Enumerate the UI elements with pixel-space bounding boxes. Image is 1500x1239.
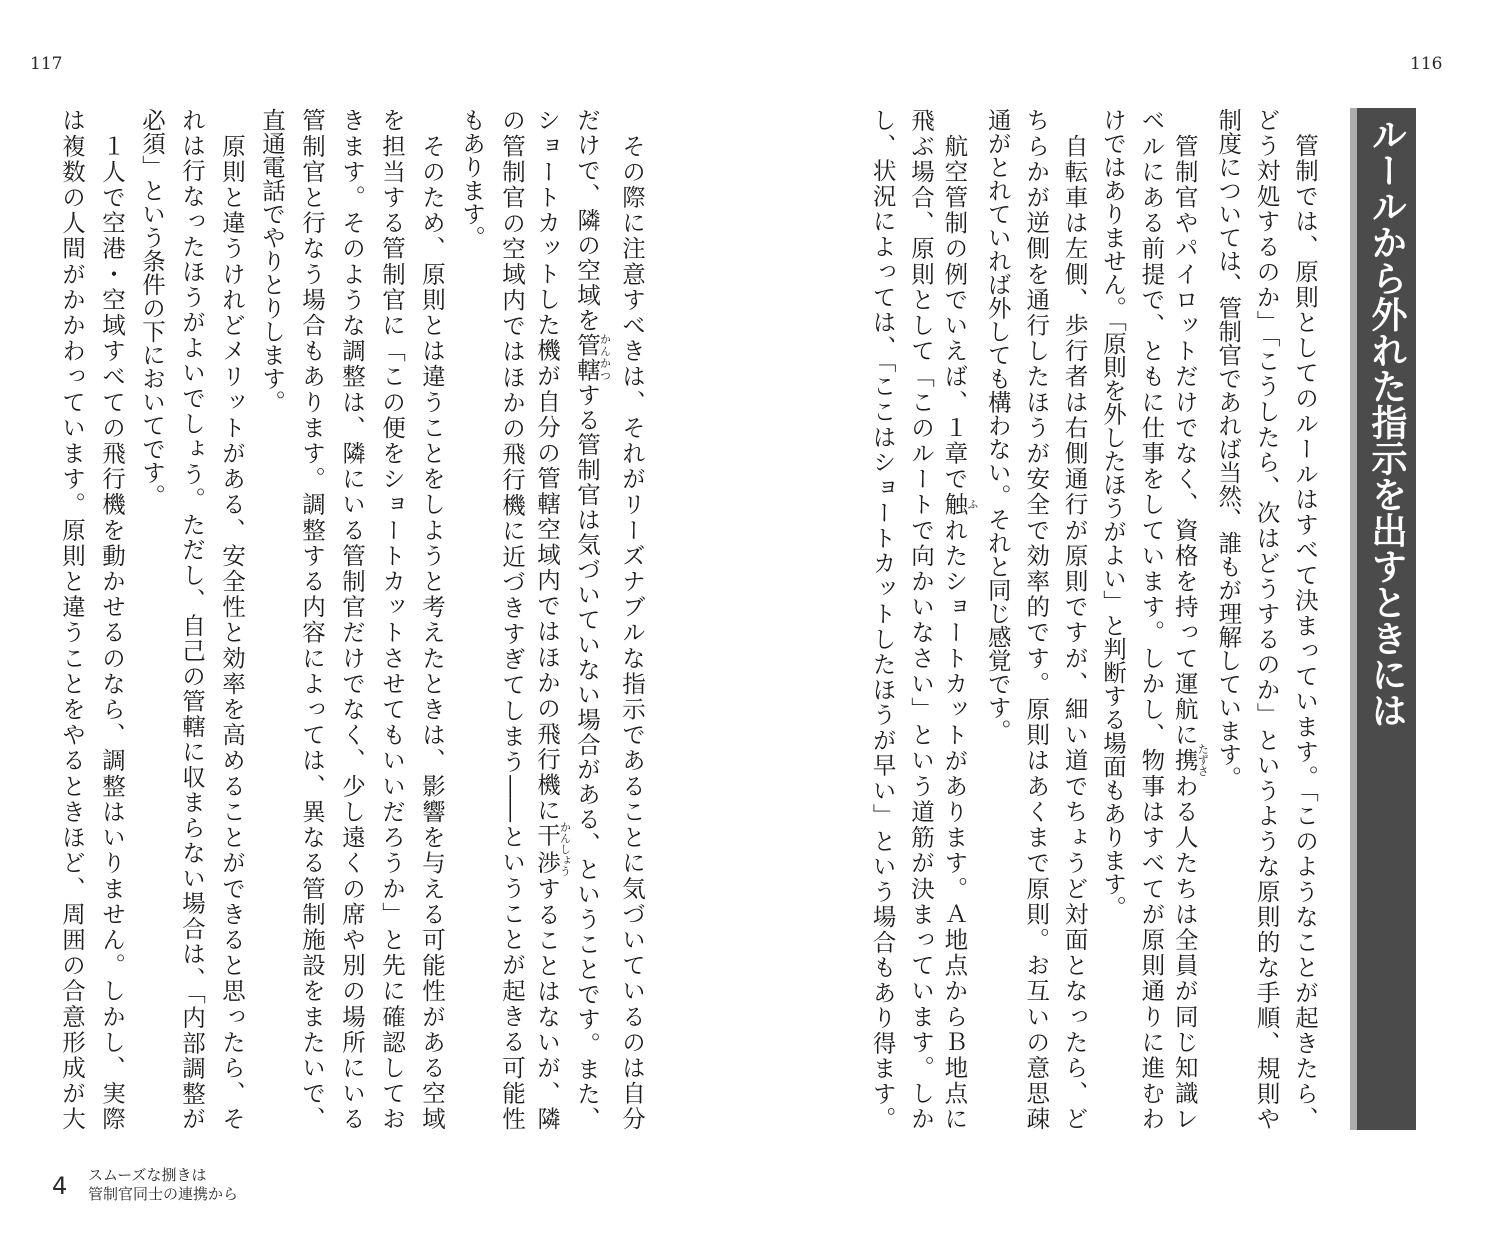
text-segment: 自転車は左側、歩行者は右側通行が原則ですが、細い道でちょうど対面となったら、ど <box>1060 108 1089 1130</box>
ruby-annotation <box>1170 743 1210 777</box>
body-text <box>750 0 1500 1239</box>
text-line <box>413 108 451 1130</box>
text-segment: その際に注意すべきは、それがリーズナブルな指示であることに気づいているのは自分 <box>618 108 646 1130</box>
text-line <box>53 108 91 1130</box>
text-line <box>902 108 940 1130</box>
text-line <box>1017 108 1055 1130</box>
section-title: ルールから外れた指示を出すときには <box>1366 116 1407 728</box>
ruby-text: ふ <box>965 492 979 516</box>
ruby-base: 触 <box>940 492 969 518</box>
text-line <box>1286 108 1324 1130</box>
text-line <box>613 108 651 1130</box>
text-segment: 必須」という条件の下においてです。 <box>138 108 166 508</box>
ruby-text: かんしょう <box>558 821 572 877</box>
ruby-text: かんかつ <box>598 332 612 382</box>
text-line <box>493 108 531 1130</box>
text-segment: けではありません。「原則を外したほうがよい」と判断する場面もあります。 <box>1099 108 1127 919</box>
chapter-title-line: 管制官同士の連携から <box>88 1185 239 1203</box>
text-segment: 原則と違うけれどメリットがある、安全性と効率を高めることができると思ったら、そ <box>218 108 246 1130</box>
text-segment: する管制官は気づいていない場合がある、ということです。また、 <box>573 382 601 1131</box>
ruby-annotation <box>573 332 612 383</box>
text-line <box>1248 108 1286 1130</box>
text-line <box>940 108 978 1130</box>
text-line <box>213 108 251 1130</box>
text-line <box>979 108 1017 1130</box>
text-line <box>864 108 902 1130</box>
text-segment: 管制官と行なう場合もあります。調整する内容によっては、異なる管制施設をまたいで、 <box>298 108 326 1130</box>
text-segment: の管制官の空域内ではほかの飛行機に近づきすぎてしまう――ということが起きる可能性 <box>498 108 526 1131</box>
text-segment: もあります。 <box>458 108 486 249</box>
text-line <box>93 108 131 1130</box>
text-segment: ショートカットした機が自分の管轄空域内ではほかの飛行機に <box>533 108 561 824</box>
text-segment: 航空管制の例でいえば、１章で <box>940 108 969 493</box>
text-segment: れは行なったほうがよいでしょう。ただし、自己の管轄に収まらない場合は、「内部調整が <box>178 108 206 1130</box>
text-segment: 管制では、原則としてのルールはすべて決まっています。「このようなことが起きたら、 <box>1291 108 1319 1130</box>
text-segment: ちらかが逆側を通行したほうが安全で効率的です。原則はあくまで原則。お互いの意思疎 <box>1022 108 1051 1130</box>
ruby-annotation <box>533 821 572 877</box>
right-page <box>750 0 1500 1239</box>
text-segment: 制度については、管制官であれば当然、誰もが理解しています。 <box>1214 108 1243 790</box>
text-segment: 通がとれていれば外しても構わない。それと同じ感覚です。 <box>983 108 1012 743</box>
text-line <box>453 108 491 1130</box>
text-segment: 管制官やパイロットだけでなく、資格を持って運航に <box>1170 108 1199 749</box>
text-line <box>1171 108 1209 1130</box>
text-line <box>253 108 291 1130</box>
text-segment: １人で空港・空域すべての飛行機を動かせるのなら、調整はいりません。しかし、実際 <box>98 108 126 1130</box>
chapter-number: 4 <box>52 1172 68 1200</box>
ruby-text: たずさ <box>1196 743 1210 777</box>
ruby-base: 携 <box>1170 743 1199 777</box>
text-segment: 飛ぶ場合、原則として「このルートで向かいなさい」という道筋が決まっています。しか <box>907 108 935 1130</box>
text-line <box>293 108 331 1130</box>
text-line <box>1132 108 1170 1130</box>
text-line <box>333 108 371 1130</box>
chapter-title <box>88 1166 238 1204</box>
ruby-annotation <box>940 492 979 518</box>
text-line <box>573 108 611 1130</box>
text-segment: どう対処するのか」「こうしたら、次はどうするのか」というような原則的な手順、規則や <box>1252 108 1281 1130</box>
chapter-title-line: スムーズな捌きは <box>88 1166 207 1184</box>
text-segment: れたショートカットがあります。Ａ地点からＢ地点に <box>940 517 969 1131</box>
text-segment: きます。そのような調整は、隣にいる管制官だけでなく、少し遠くの席や別の場所にいる <box>338 108 366 1130</box>
text-segment: そのため、原則とは違うことをしようと考えたときは、影響を与える可能性がある空域 <box>418 108 446 1130</box>
ruby-base: 干渉 <box>533 821 561 877</box>
text-line <box>1209 108 1247 1130</box>
page-number: 117 <box>30 54 63 74</box>
text-line <box>133 108 171 1130</box>
text-line <box>1056 108 1094 1130</box>
text-line <box>1094 108 1132 1130</box>
text-segment: は複数の人間がかかわっています。原則と違うことをやるときほど、周囲の合意形成が大 <box>58 108 86 1130</box>
chapter-footer <box>52 1166 312 1210</box>
ruby-base: 管轄 <box>573 332 601 383</box>
text-segment: だけで、隣の空域を <box>573 108 601 333</box>
text-segment: 直通電話でやりとりします。 <box>258 108 286 414</box>
page-number: 116 <box>1410 54 1443 74</box>
text-segment: ベルにある前提で、ともに仕事をしています。しかし、物事はすべてが原則通りに進むわ <box>1137 108 1166 1130</box>
text-line <box>533 108 571 1130</box>
text-segment: することはないが、隣 <box>533 874 561 1131</box>
text-segment: わる人たちは全員が同じ知識レ <box>1170 771 1199 1131</box>
text-segment: し、状況によっては、「ここはショートカットしたほうが早い」という場合もあり得ます。 <box>868 108 897 1130</box>
text-line <box>373 108 411 1130</box>
text-segment: を担当する管制官に「この便をショートカットさせてもいいだろうか」と先に確認してお <box>378 108 406 1130</box>
text-line <box>173 108 211 1130</box>
